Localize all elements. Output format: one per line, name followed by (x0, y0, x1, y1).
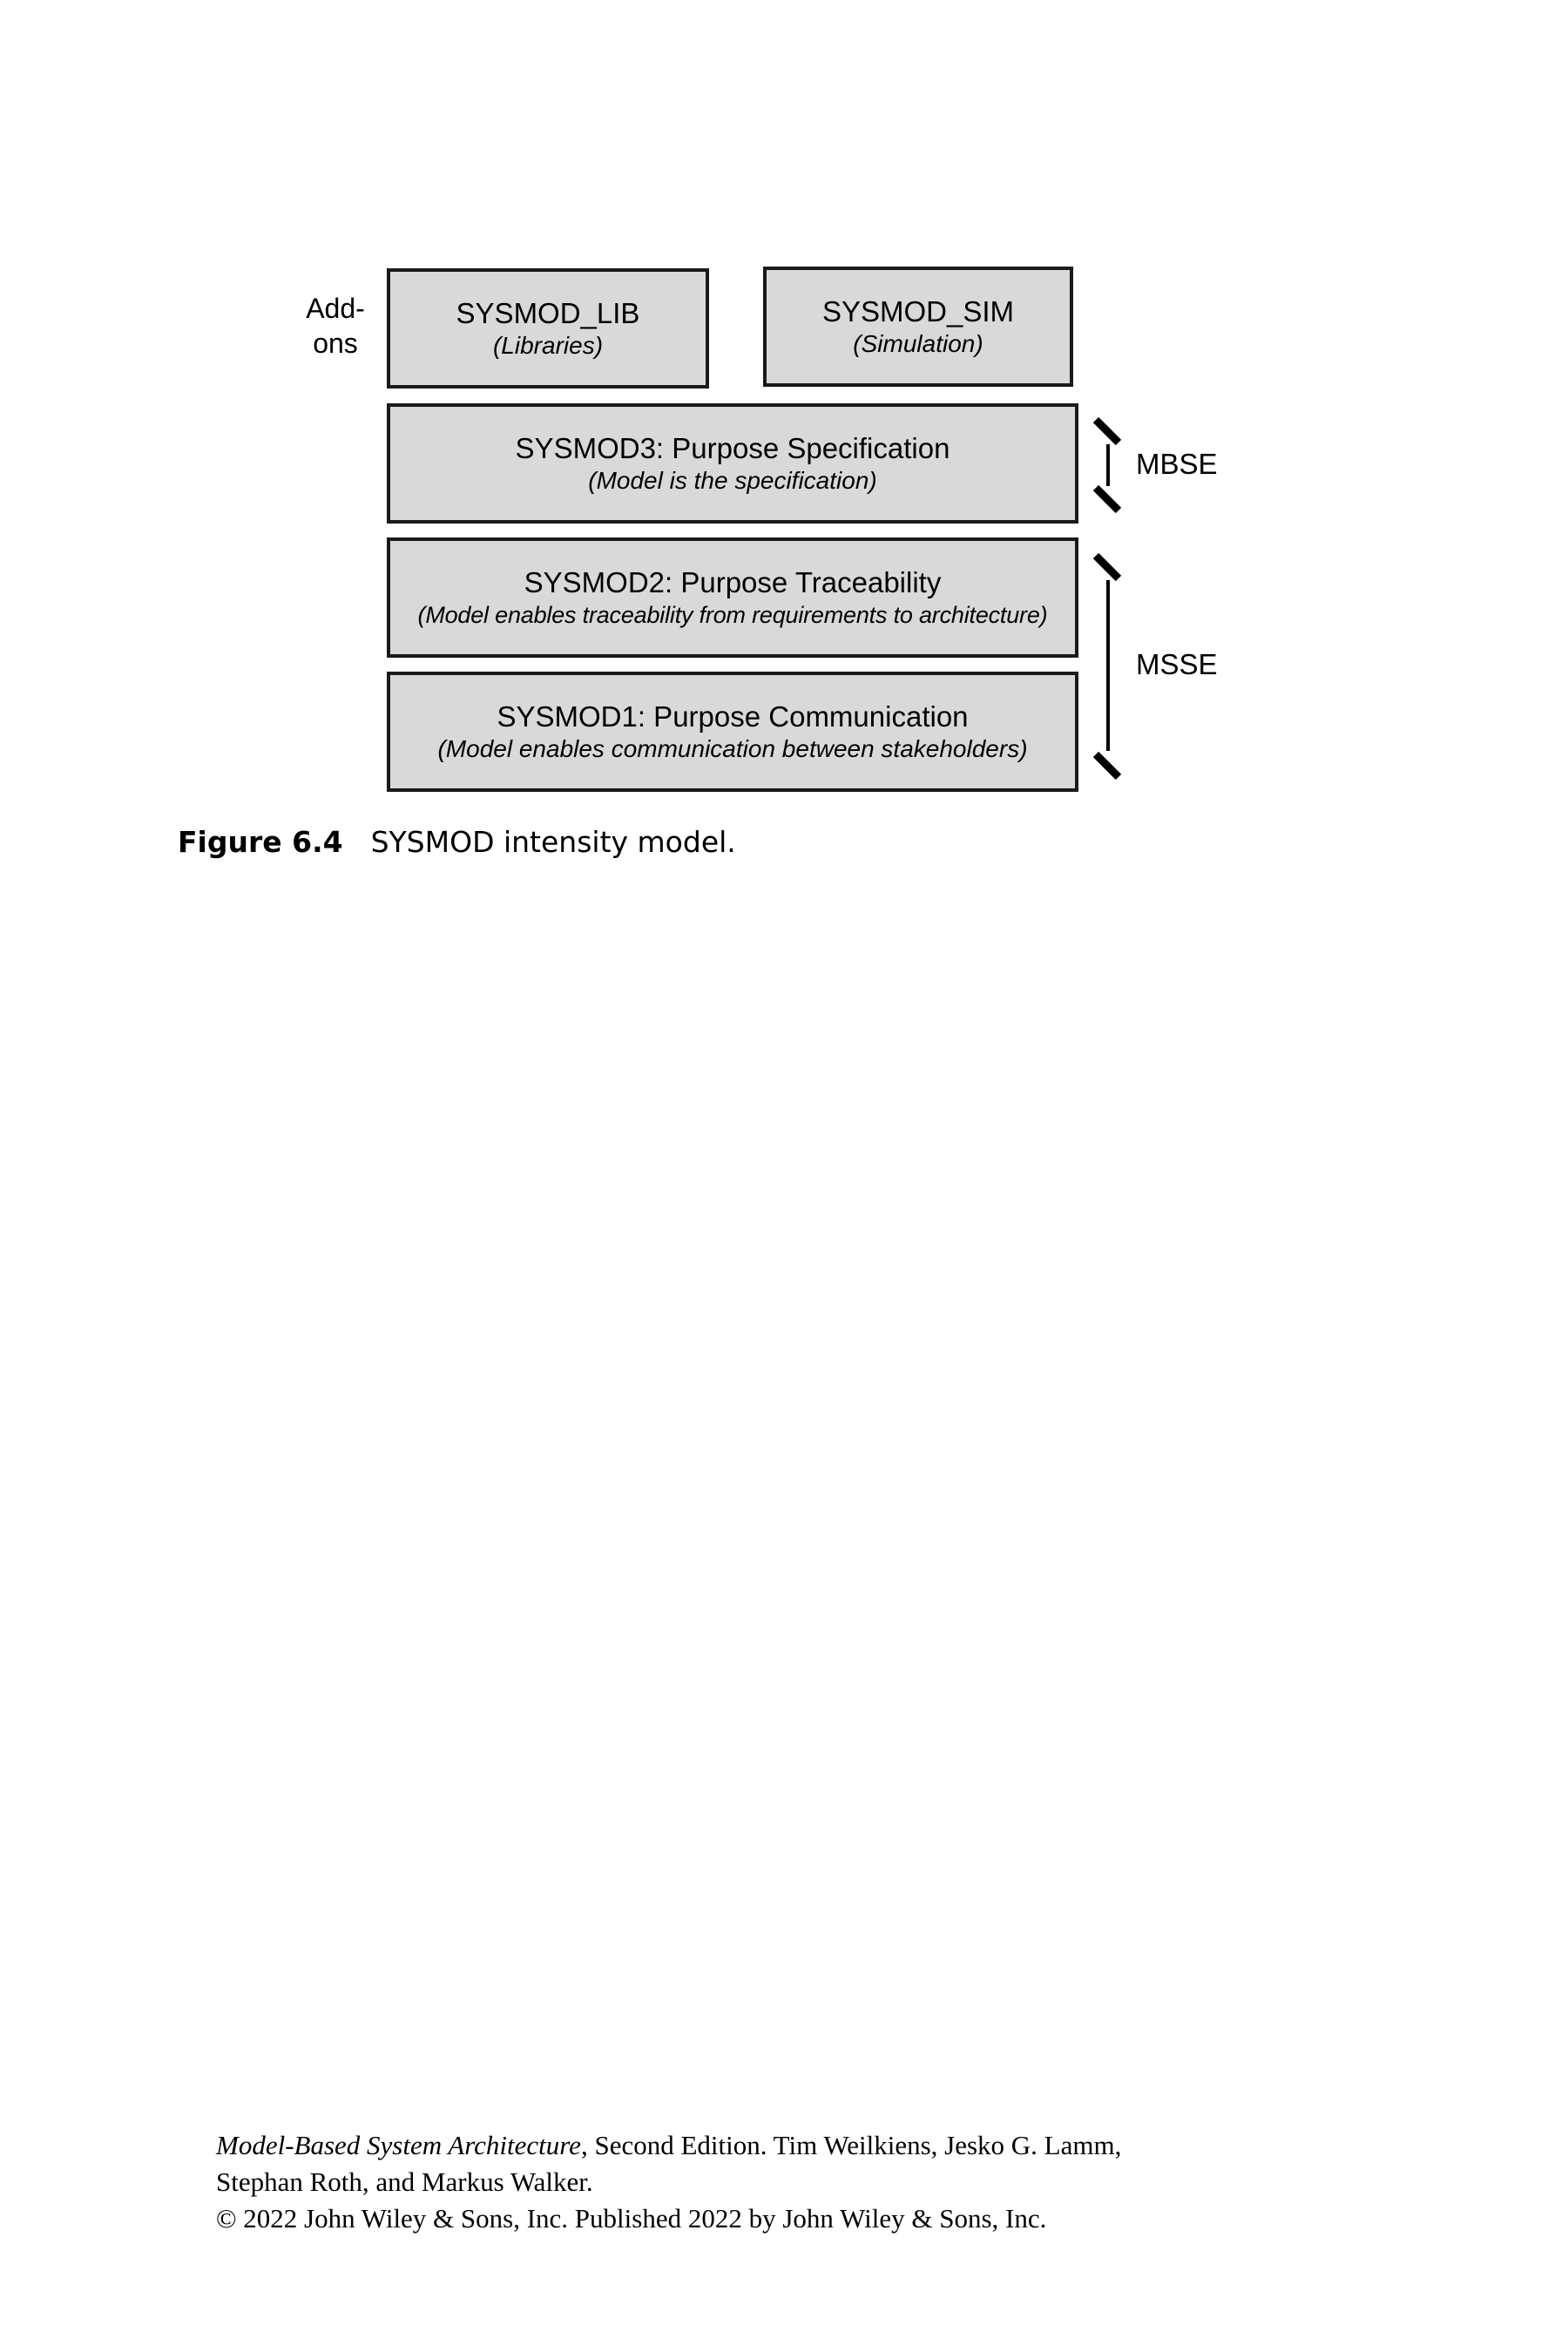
addons-label (296, 291, 375, 361)
sysmod1-title: SYSMOD1: Purpose Communication (497, 700, 969, 733)
copyright-footer (216, 2127, 1348, 2237)
sysmod3-subtitle: (Model is the specification) (588, 467, 877, 494)
sysmod2-title: SYSMOD2: Purpose Traceability (524, 566, 942, 598)
sysmod-lib-box (387, 268, 709, 389)
figure-caption (178, 823, 736, 862)
sysmod-sim-subtitle: (Simulation) (853, 330, 983, 357)
sysmod-lib-subtitle: (Libraries) (492, 332, 604, 359)
footer-line-3: © 2022 John Wiley & Sons, Inc. Published 2022 by John Wiley & Sons, Inc. (216, 2203, 1047, 2234)
sysmod-diagram (0, 0, 1568, 871)
figure-number: Figure 6.4 (178, 825, 343, 859)
sysmod3-title: SYSMOD3: Purpose Specification (515, 432, 950, 464)
figure-caption-text: SYSMOD intensity model. (370, 825, 736, 859)
sysmod1-box (387, 672, 1078, 792)
sysmod-sim-title: SYSMOD_SIM (821, 295, 1015, 328)
msse-bracket (1096, 556, 1119, 777)
footer-line-1-rest: , Second Edition. Tim Weilkiens, Jesko G. Lamm, (580, 2130, 1122, 2160)
sysmod1-subtitle: (Model enables communication between stakeholders) (437, 735, 1028, 762)
footer-line-1 (216, 2127, 1348, 2164)
sysmod2-box (387, 537, 1078, 658)
sysmod-lib-title: SYSMOD_LIB (456, 297, 640, 329)
sysmod3-box (387, 403, 1078, 524)
mbse-label: MBSE (1136, 448, 1218, 480)
sysmod-sim-box (763, 267, 1073, 387)
book-title: Model-Based System Architecture (216, 2130, 581, 2160)
msse-label: MSSE (1136, 648, 1218, 680)
addons-label-text: Add- ons (306, 293, 365, 359)
mbse-bracket (1096, 420, 1119, 510)
footer-line-2: Stephan Roth, and Markus Walker. (216, 2166, 593, 2197)
sysmod2-subtitle: (Model enables traceability from requirements to architecture) (417, 602, 1048, 628)
